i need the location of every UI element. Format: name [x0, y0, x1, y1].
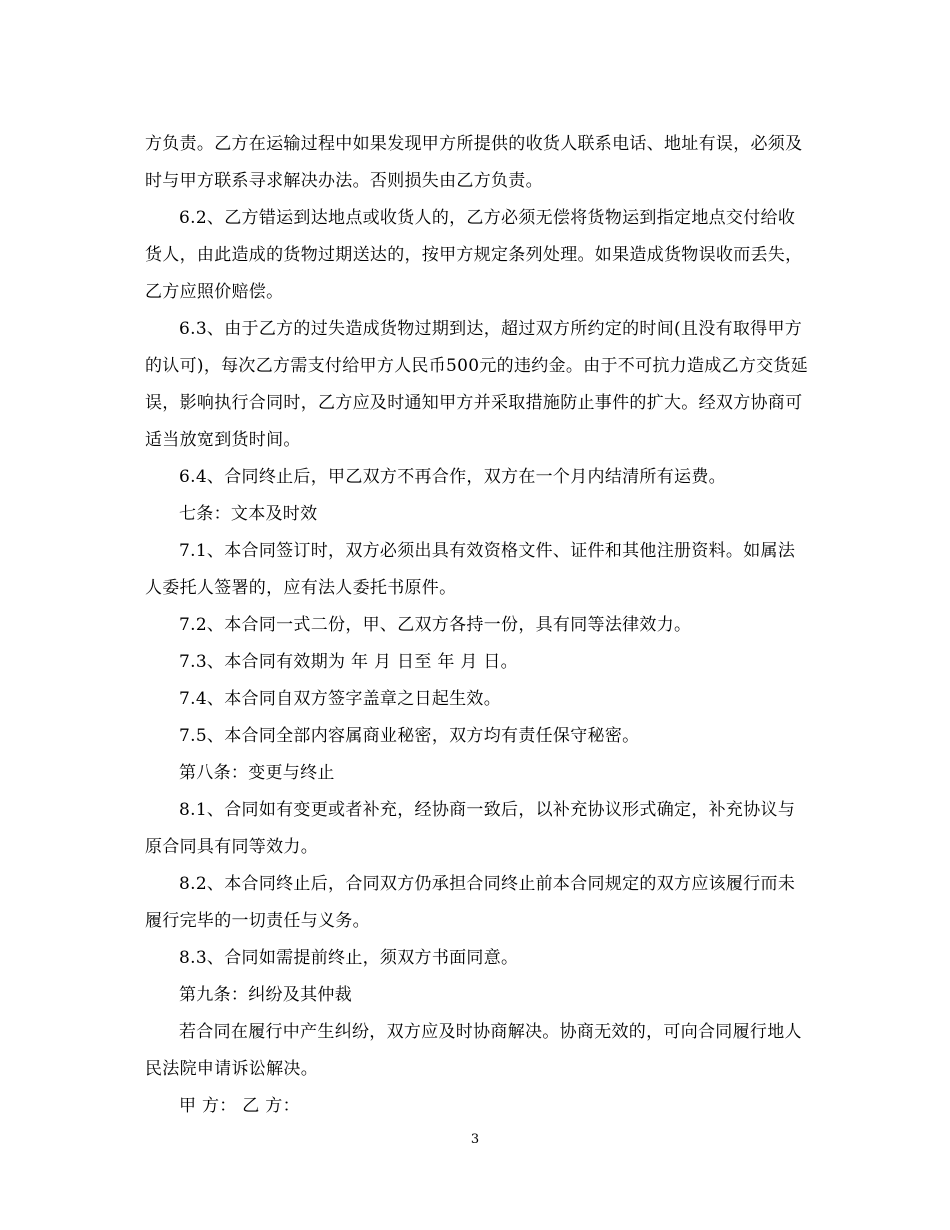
- section-heading-8: 第八条：变更与终止: [179, 763, 335, 783]
- clause-8-2: 8.2、本合同终止后，合同双方仍承担合同终止前本合同规定的双方应该履行而未履行完毕的一切责任与义务。: [145, 874, 796, 931]
- clause-7-5: 7.5、本合同全部内容属商业秘密，双方均有责任保守秘密。: [179, 726, 640, 746]
- clause-6-3: 6.3、由于乙方的过失造成货物过期到达，超过双方所约定的时间(且没有取得甲方的认可)，每次乙方需支付给甲方人民币500元的违约金。由于不可抗力造成乙方交货延误，影响执行合同时，乙方应及时通知甲方并采取措施防止事件的扩大。经双方协商可适当放宽到货时间。: [145, 319, 809, 450]
- clause-8-3: 8.3、合同如需提前终止，须双方书面同意。: [179, 948, 519, 968]
- clause-7-3: 7.3、本合同有效期为 年 月 日至 年 月 日。: [179, 652, 518, 672]
- page-number: 3: [470, 1132, 480, 1147]
- section-heading-9: 第九条：纠纷及其仲裁: [179, 985, 352, 1005]
- section-heading-7: 七条：文本及时效: [179, 504, 318, 524]
- clause-8-1: 8.1、合同如有变更或者补充，经协商一致后，以补充协议形式确定，补充协议与原合同具有同等效力。: [145, 800, 796, 857]
- document-body: [145, 126, 810, 1125]
- clause-7-1: 7.1、本合同签订时，双方必须出具有效资格文件、证件和其他注册资料。如属法人委托人签署的，应有法人委托书原件。: [145, 541, 796, 598]
- clause-6-4: 6.4、合同终止后，甲乙双方不再合作，双方在一个月内结清所有运费。: [179, 467, 726, 487]
- clause-7-4: 7.4、本合同自双方签字盖章之日起生效。: [179, 689, 502, 709]
- signature-line: 甲 方： 乙 方：: [179, 1096, 300, 1116]
- dispute-clause: 若合同在履行中产生纠纷，双方应及时协商解决。协商无效的，可向合同履行地人民法院申请诉讼解决。: [145, 1022, 802, 1079]
- paragraph-continuation: 方负责。乙方在运输过程中如果发现甲方所提供的收货人联系电话、地址有误，必须及时与甲方联系寻求解决办法。否则损失由乙方负责。: [145, 134, 803, 191]
- clause-7-2: 7.2、本合同一式二份，甲、乙双方各持一份，具有同等法律效力。: [179, 615, 692, 635]
- clause-6-2: 6.2、乙方错运到达地点或收货人的，乙方必须无偿将货物运到指定地点交付给收货人，由此造成的货物过期送达的，按甲方规定条列处理。如果造成货物误收而丢失，乙方应照价赔偿。: [145, 208, 803, 302]
